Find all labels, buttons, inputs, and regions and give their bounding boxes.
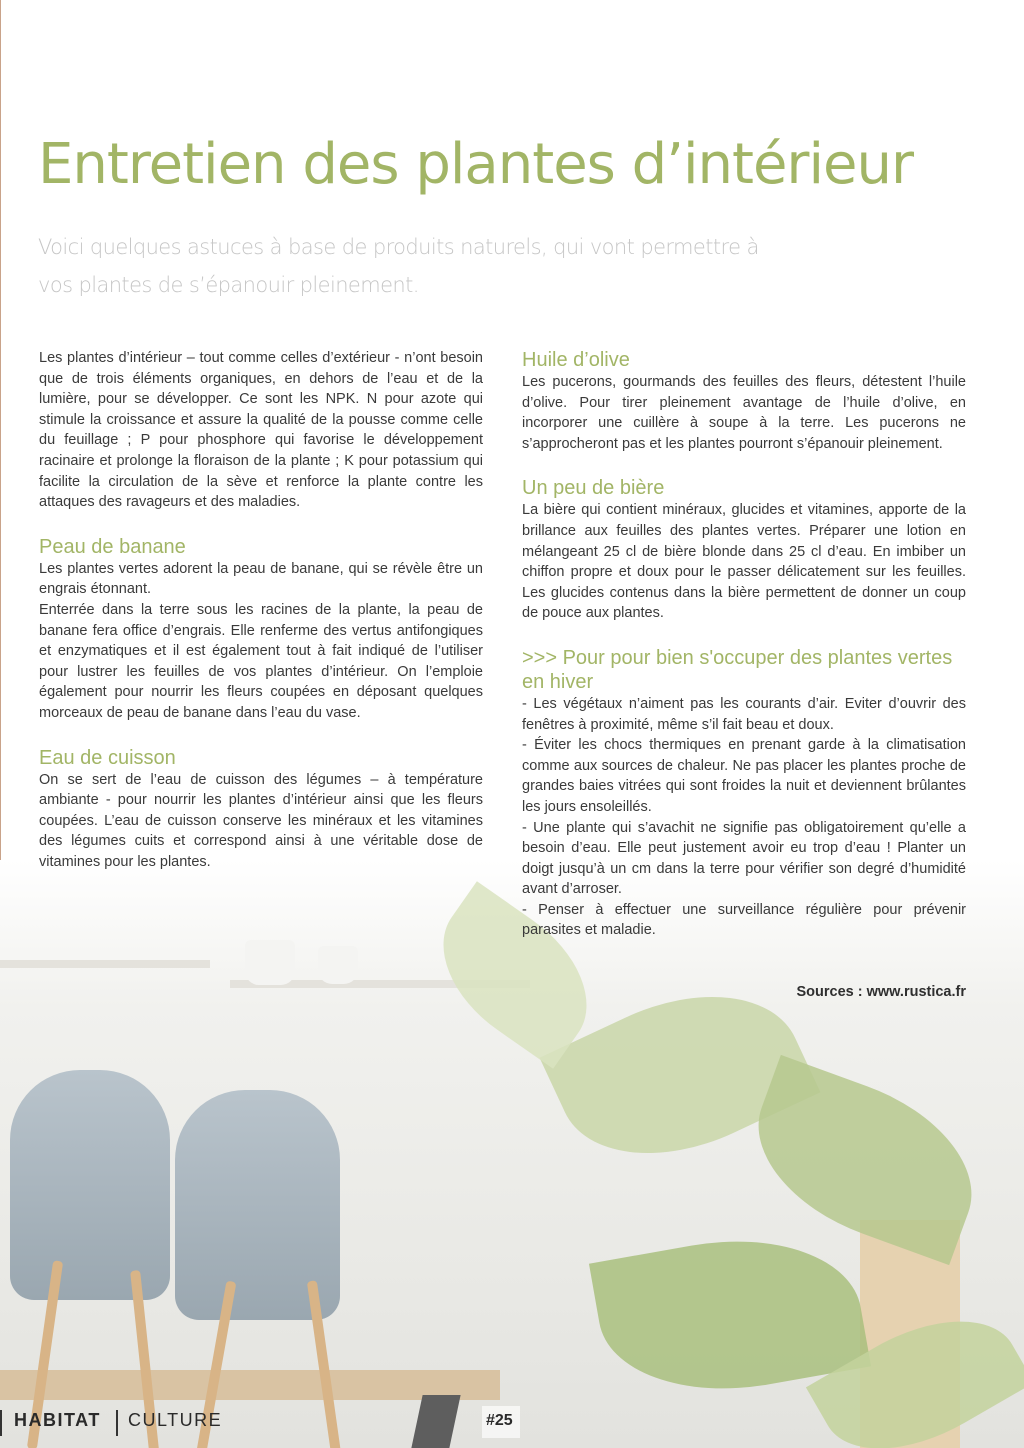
- footer-section: HABITAT: [14, 1410, 101, 1430]
- hiver-item: - Éviter les chocs thermiques en prenant garde à la climatisation comme aux sources de chaleur. Ne pas placer les plantes proche de grandes baies vitrées qui sont froides la nuit et deviennent brûlantes les jours ensoleillés.: [522, 737, 966, 815]
- cuisson-paragraph: On se sert de l’eau de cuisson des légumes – à température ambiante - pour nourrir les plantes d’intérieur ainsi que les fleurs coupées. L’eau de cuisson conserve les minéraux et les vitamines des légumes cuits et correspond ainsi à une véritable dose de vitamines pour les plantes.: [39, 771, 483, 870]
- article-title: Entretien des plantes d’intérieur: [38, 132, 913, 197]
- footer-subsection: CULTURE: [128, 1410, 223, 1430]
- article-intro: Voici quelques astuces à base de produits naturels, qui vont permettre à vos plantes de s’épanouir pleinement.: [38, 235, 759, 297]
- photo-chair: [10, 1070, 170, 1300]
- interior-photo: [0, 860, 1024, 1448]
- page-footer: [0, 1406, 560, 1438]
- footer-divider: [0, 1410, 2, 1436]
- footer-divider: [116, 1410, 118, 1436]
- cuisson-heading: Eau de cuisson: [39, 746, 176, 769]
- hiver-item: - Une plante qui s’avachit ne signifie pas obligatoirement qu’elle a besoin d’eau. Elle peut justement avoir eu trop d’eau ! Planter un doigt jusqu’à un cm dans la terre pour vérifier son degré d’humidité avant d’arroser.: [522, 819, 966, 898]
- photo-pot: [245, 940, 295, 985]
- page-number: #25: [486, 1412, 513, 1429]
- biere-heading: Un peu de bière: [522, 477, 665, 500]
- hiver-heading: >>> Pour pour bien s'occuper des plantes vertes en hiver: [522, 646, 953, 693]
- photo-shelf: [0, 960, 210, 968]
- sources-credit: Sources : www.rustica.fr: [796, 984, 966, 1000]
- lead-paragraph: Les plantes d’intérieur – tout comme celles d’extérieur - n’ont besoin que de trois éléments organiques, en dehors de l’eau et de la lumière, pour se développer. Ce sont les NPK. N pour azote qui stimule la croissance et assure la qualité de la pousse comme celle du feuillage ; P pour phosphore qui favorise le développement racinaire et prolonge la floraison de la plante ; K pour potassium qui facilite la circulation de la sève et renforce la plante contre les attaques des ravageurs et des maladies.: [39, 350, 483, 511]
- hiver-item: - Penser à effectuer une surveillance régulière pour prévenir parasites et maladie.: [522, 901, 966, 939]
- banane-paragraph-2: Enterrée dans la terre sous les racines de la plante, la peau de banane fera office d’engrais. Elle renferme des vertus antifongiques et enzymatiques et il est également tout à fait indiqué de l’utiliser pour lustrer les feuilles de vos plantes d’intérieur. On l’emploie également pour nourrir les fleurs coupées en déposant quelques morceaux de peau de banane dans l’eau du vase.: [39, 601, 483, 721]
- photo-pot: [318, 946, 358, 984]
- left-column: [39, 348, 483, 872]
- right-column: [522, 348, 966, 941]
- olive-paragraph: Les pucerons, gourmands des feuilles des fleurs, détestent l’huile d’olive. Pour tirer pleinement avantage de l’huile d’olive, en incorporer une cuillère à soupe à la terre. Les pucerons ne s’approcheront pas et les plantes pourront s’épanouir pleinement.: [522, 374, 966, 452]
- banane-paragraph-1: Les plantes vertes adorent la peau de banane, qui se révèle être un engrais étonnant.: [39, 560, 483, 598]
- banane-heading: Peau de banane: [39, 535, 186, 558]
- biere-paragraph: La bière qui contient minéraux, glucides et vitamines, apporte de la brillance aux feuilles des plantes vertes. Préparer une lotion en mélangeant 25 cl de bière blonde dans 25 cl d’eau. En imbiber un chiffon propre et doux pour le passer délicatement sur les feuilles. Les glucides contenus dans la bière permettent de donner un coup de pouce aux plantes.: [522, 502, 966, 622]
- olive-heading: Huile d’olive: [522, 349, 630, 371]
- hiver-item: - Les végétaux n’aiment pas les courants d’air. Eviter d’ouvrir des fenêtres à proximité, même s’il fait beau et doux.: [522, 695, 966, 733]
